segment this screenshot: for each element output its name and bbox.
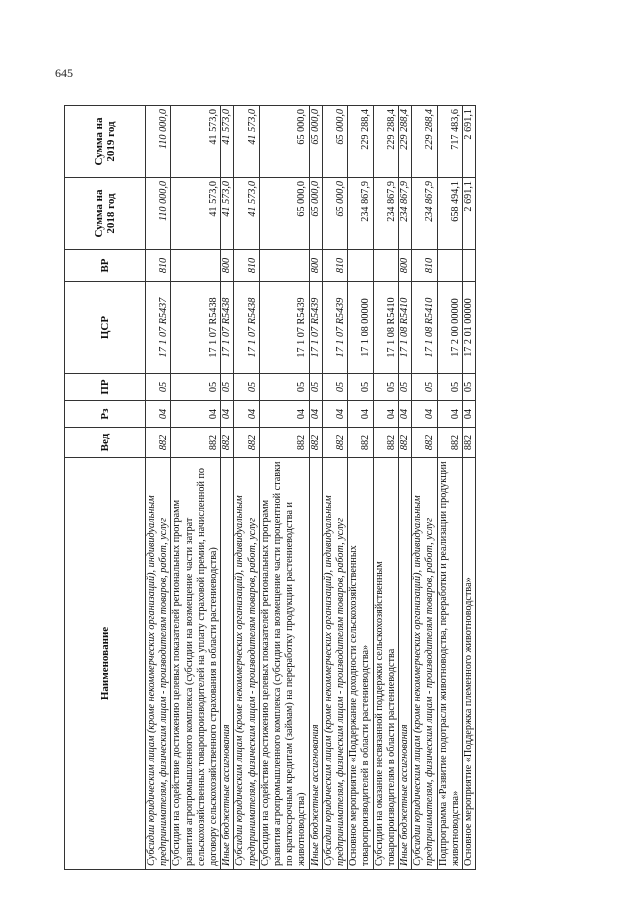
header-csr: ЦСР [65, 282, 146, 374]
cell-csr: 17 1 07 R5438 [221, 282, 234, 374]
cell-name: Основное мероприятие «Поддержка племенного животноводства» [463, 458, 476, 870]
cell-sum-2018: 234 867,9 [373, 178, 398, 250]
cell-sum-2019: 65 000,0 [259, 106, 309, 178]
cell-csr: 17 2 00 00000 [437, 282, 462, 374]
cell-sum-2019: 229 288,4 [373, 106, 398, 178]
cell-sum-2019: 229 288,4 [399, 106, 412, 178]
cell-name: Иные бюджетные ассигнования [309, 458, 322, 870]
header-name: Наименование [65, 458, 146, 870]
cell-name: Субсидии на оказание несвязанной поддержки сельскохозяйственным товаропроизводителям в области растениеводства [373, 458, 398, 870]
cell-rz: 04 [399, 401, 412, 428]
cell-vr: 800 [309, 250, 322, 282]
cell-sum-2019: 41 573,0 [171, 106, 221, 178]
cell-rz: 04 [221, 401, 234, 428]
cell-csr: 17 1 07 R5439 [259, 282, 309, 374]
cell-sum-2018: 65 000,0 [322, 178, 347, 250]
cell-sum-2018: 658 494,1 [437, 178, 462, 250]
cell-ved: 882 [437, 428, 462, 458]
cell-ved: 882 [234, 428, 259, 458]
cell-pr: 05 [259, 374, 309, 401]
cell-rz: 04 [412, 401, 437, 428]
cell-ved: 882 [463, 428, 476, 458]
cell-name: Субсидии юридическим лицам (кроме некоммерческих организаций), индивидуальным предпринимателям, физическим лицам - производителям товаров, работ, услуг [146, 458, 171, 870]
cell-sum-2019: 110 000,0 [146, 106, 171, 178]
cell-csr: 17 1 07 R5437 [146, 282, 171, 374]
cell-sum-2019: 717 483,6 [437, 106, 462, 178]
cell-csr: 17 1 07 R5439 [322, 282, 347, 374]
cell-rz: 04 [171, 401, 221, 428]
header-rz: Рз [65, 401, 146, 428]
cell-pr: 05 [412, 374, 437, 401]
cell-sum-2018: 41 573,0 [171, 178, 221, 250]
table-row [373, 106, 398, 870]
cell-csr: 17 1 07 R5439 [309, 282, 322, 374]
cell-pr: 05 [399, 374, 412, 401]
cell-sum-2018: 234 867,9 [348, 178, 373, 250]
cell-pr: 05 [463, 374, 476, 401]
cell-pr: 05 [309, 374, 322, 401]
cell-rz: 04 [322, 401, 347, 428]
cell-rz: 04 [259, 401, 309, 428]
cell-name: Иные бюджетные ассигнования [221, 458, 234, 870]
cell-name: Подпрограмма «Развитие подотрасли животноводства, переработки и реализации продукции животноводства» [437, 458, 462, 870]
cell-name: Иные бюджетные ассигнования [399, 458, 412, 870]
table-body [146, 106, 476, 870]
cell-sum-2019: 41 573,0 [221, 106, 234, 178]
cell-vr: 810 [234, 250, 259, 282]
cell-vr [463, 250, 476, 282]
header-sum-2018: Сумма на 2018 год [65, 178, 146, 250]
cell-pr: 05 [234, 374, 259, 401]
cell-name: Субсидии юридическим лицам (кроме некоммерческих организаций), индивидуальным предпринимателям, физическим лицам - производителям товаров, работ, услуг [234, 458, 259, 870]
table-row [412, 106, 437, 870]
table-row [146, 106, 171, 870]
table-row [348, 106, 373, 870]
cell-pr: 05 [348, 374, 373, 401]
cell-sum-2019: 2 691,1 [463, 106, 476, 178]
header-pr: ПР [65, 374, 146, 401]
cell-csr: 17 2 01 00000 [463, 282, 476, 374]
header-ved: Вед [65, 428, 146, 458]
cell-csr: 17 1 08 R5410 [412, 282, 437, 374]
cell-vr [171, 250, 221, 282]
cell-vr [259, 250, 309, 282]
cell-ved: 882 [259, 428, 309, 458]
cell-sum-2019: 229 288,4 [348, 106, 373, 178]
cell-name: Основное мероприятие «Поддержание доходности сельскохозяйственных товаропроизводителей в области растениеводства» [348, 458, 373, 870]
cell-sum-2018: 234 867,9 [399, 178, 412, 250]
cell-sum-2018: 2 691,1 [463, 178, 476, 250]
cell-rz: 04 [373, 401, 398, 428]
cell-ved: 882 [171, 428, 221, 458]
cell-ved: 882 [399, 428, 412, 458]
cell-rz: 04 [234, 401, 259, 428]
cell-pr: 05 [146, 374, 171, 401]
cell-ved: 882 [373, 428, 398, 458]
cell-vr: 810 [322, 250, 347, 282]
cell-rz: 04 [348, 401, 373, 428]
cell-sum-2018: 41 573,0 [221, 178, 234, 250]
cell-ved: 882 [412, 428, 437, 458]
cell-name: Субсидии на содействие достижению целевых показателей региональных программ развития агропромышленного комплекса (субсидии на возмещение части затрат сельскохозяйственных товаропроизводителей на уплату страховой премии, начисленной по договору сельскохозяйственного страхования в области растениеводства) [171, 458, 221, 870]
cell-vr: 800 [399, 250, 412, 282]
cell-rz: 04 [437, 401, 462, 428]
table-row [463, 106, 476, 870]
cell-sum-2018: 110 000,0 [146, 178, 171, 250]
cell-pr: 05 [171, 374, 221, 401]
cell-sum-2018: 65 000,0 [309, 178, 322, 250]
budget-table [64, 105, 476, 870]
cell-rz: 04 [146, 401, 171, 428]
header-sum-2019: Сумма на 2019 год [65, 106, 146, 178]
cell-pr: 05 [373, 374, 398, 401]
cell-csr: 17 1 07 R5438 [171, 282, 221, 374]
table-row [322, 106, 347, 870]
cell-ved: 882 [221, 428, 234, 458]
cell-name: Субсидии юридическим лицам (кроме некоммерческих организаций), индивидуальным предпринимателям, физическим лицам - производителям товаров, работ, услуг [412, 458, 437, 870]
cell-pr: 05 [437, 374, 462, 401]
cell-vr: 810 [146, 250, 171, 282]
cell-rz: 04 [463, 401, 476, 428]
cell-csr: 17 1 08 00000 [348, 282, 373, 374]
cell-ved: 882 [348, 428, 373, 458]
cell-ved: 882 [322, 428, 347, 458]
cell-vr: 800 [221, 250, 234, 282]
cell-rz: 04 [309, 401, 322, 428]
header-row [65, 106, 146, 870]
page-number: 645 [55, 66, 73, 80]
table-row [399, 106, 412, 870]
table-row [309, 106, 322, 870]
cell-vr [348, 250, 373, 282]
cell-name: Субсидии юридическим лицам (кроме некоммерческих организаций), индивидуальным предпринимателям, физическим лицам - производителям товаров, работ, услуг [322, 458, 347, 870]
cell-csr: 17 1 07 R5438 [234, 282, 259, 374]
cell-ved: 882 [309, 428, 322, 458]
cell-vr: 810 [412, 250, 437, 282]
table-row [171, 106, 221, 870]
cell-sum-2019: 41 573,0 [234, 106, 259, 178]
cell-csr: 17 1 08 R5410 [373, 282, 398, 374]
header-vr: ВР [65, 250, 146, 282]
cell-sum-2018: 41 573,0 [234, 178, 259, 250]
table-row [221, 106, 234, 870]
cell-name: Субсидии на содействие достижению целевых показателей региональных программ развития агропромышленного комплекса (субсидии на возмещение части процентной ставки по краткосрочным кредитам (займам) на переработку продукции растениеводства и животноводства) [259, 458, 309, 870]
cell-sum-2019: 229 288,4 [412, 106, 437, 178]
cell-csr: 17 1 08 R5410 [399, 282, 412, 374]
cell-sum-2018: 234 867,9 [412, 178, 437, 250]
cell-vr [373, 250, 398, 282]
cell-pr: 05 [322, 374, 347, 401]
table-row [259, 106, 309, 870]
cell-ved: 882 [146, 428, 171, 458]
table-row [234, 106, 259, 870]
cell-pr: 05 [221, 374, 234, 401]
cell-sum-2019: 65 000,0 [322, 106, 347, 178]
cell-sum-2019: 65 000,0 [309, 106, 322, 178]
cell-vr [437, 250, 462, 282]
table-row [437, 106, 462, 870]
cell-sum-2018: 65 000,0 [259, 178, 309, 250]
